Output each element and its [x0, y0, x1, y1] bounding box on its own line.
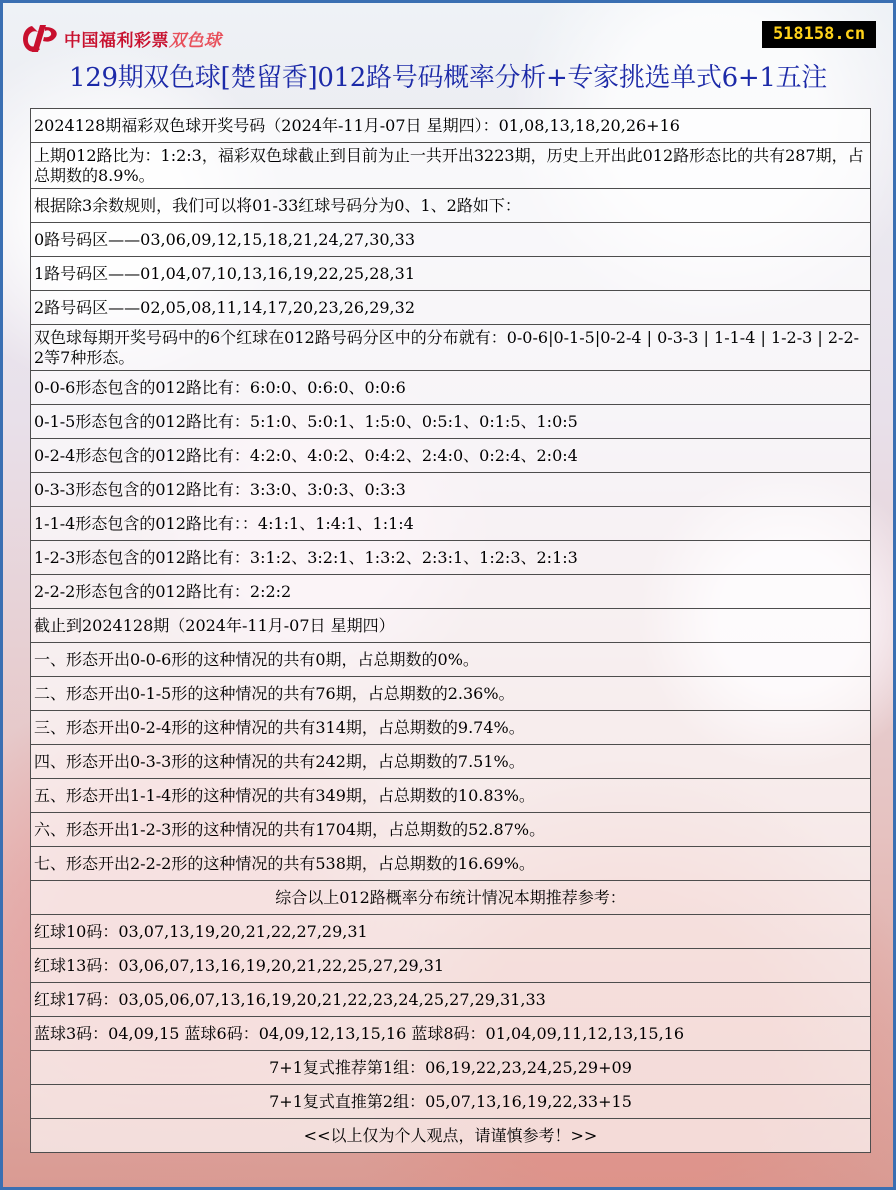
table-row — [31, 609, 871, 643]
table-cell: 双色球每期开奖号码中的6个红球在012路号码分区中的分布就有：0-0-6|0-1-5|0-2-4 | 0-3-3 | 1-1-4 | 1-2-3 | 2-2-2等7种形态。 — [31, 325, 871, 371]
table-row — [31, 847, 871, 881]
table-cell: 截止到2024128期（2024年-11月-07日 星期四） — [31, 609, 871, 643]
table-row — [31, 1085, 871, 1119]
table-cell: <<以上仅为个人观点，请谨慎参考！>> — [31, 1119, 871, 1153]
table-cell: 红球10码：03,07,13,19,20,21,22,27,29,31 — [31, 915, 871, 949]
table-row — [31, 779, 871, 813]
lottery-logo-text: 中国福利彩票双色球 — [64, 30, 222, 51]
table-row — [31, 915, 871, 949]
table-cell: 七、形态开出2-2-2形的这种情况的共有538期，占总期数的16.69%。 — [31, 847, 871, 881]
table-cell: 0路号码区——03,06,09,12,15,18,21,24,27,30,33 — [31, 223, 871, 257]
table-row — [31, 1017, 871, 1051]
table-row — [31, 257, 871, 291]
table-cell: 一、形态开出0-0-6形的这种情况的共有0期，占总期数的0%。 — [31, 643, 871, 677]
table-cell: 0-0-6形态包含的012路比有：6:0:0、0:6:0、0:0:6 — [31, 371, 871, 405]
table-cell: 红球13码：03,06,07,13,16,19,20,21,22,25,27,29,31 — [31, 949, 871, 983]
table-row — [31, 1119, 871, 1153]
table-cell: 7+1复式直推第2组：05,07,13,16,19,22,33+15 — [31, 1085, 871, 1119]
table-cell: 上期012路比为：1:2:3，福彩双色球截止到目前为止一共开出3223期，历史上开出此012路形态比的共有287期，占总期数的8.9%。 — [31, 143, 871, 189]
table-row — [31, 643, 871, 677]
table-cell: 六、形态开出1-2-3形的这种情况的共有1704期，占总期数的52.87%。 — [31, 813, 871, 847]
table-row — [31, 143, 871, 189]
table-row — [31, 813, 871, 847]
table-cell: 蓝球3码：04,09,15 蓝球6码：04,09,12,13,15,16 蓝球8码：01,04,09,11,12,13,15,16 — [31, 1017, 871, 1051]
table-row — [31, 1051, 871, 1085]
table-row — [31, 949, 871, 983]
table-cell: 三、形态开出0-2-4形的这种情况的共有314期，占总期数的9.74%。 — [31, 711, 871, 745]
table-cell: 2-2-2形态包含的012路比有：2:2:2 — [31, 575, 871, 609]
table-row — [31, 745, 871, 779]
table-row — [31, 677, 871, 711]
table-cell: 1路号码区——01,04,07,10,13,16,19,22,25,28,31 — [31, 257, 871, 291]
site-badge: 518158.cn — [762, 21, 876, 48]
table-row — [31, 473, 871, 507]
table-cell: 7+1复式推荐第1组：06,19,22,23,24,25,29+09 — [31, 1051, 871, 1085]
table-cell: 2024128期福彩双色球开奖号码（2024年-11月-07日 星期四）：01,08,13,18,20,26+16 — [31, 109, 871, 143]
table-row — [31, 541, 871, 575]
table-cell: 红球17码：03,05,06,07,13,16,19,20,21,22,23,24,25,27,29,31,33 — [31, 983, 871, 1017]
table-row — [31, 325, 871, 371]
table-row — [31, 371, 871, 405]
table-row — [31, 189, 871, 223]
table-cell: 1-1-4形态包含的012路比有：：4:1:1、1:4:1、1:1:4 — [31, 507, 871, 541]
table-cell: 综合以上012路概率分布统计情况本期推荐参考： — [31, 881, 871, 915]
lottery-logo-icon — [18, 22, 60, 54]
table-row — [31, 983, 871, 1017]
table-cell: 二、形态开出0-1-5形的这种情况的共有76期，占总期数的2.36%。 — [31, 677, 871, 711]
table-row — [31, 575, 871, 609]
lottery-logo — [18, 22, 222, 54]
table-row — [31, 109, 871, 143]
table-row — [31, 291, 871, 325]
table-row — [31, 405, 871, 439]
table-row — [31, 439, 871, 473]
table-cell: 五、形态开出1-1-4形的这种情况的共有349期，占总期数的10.83%。 — [31, 779, 871, 813]
page-title: 129期双色球[楚留香]012路号码概率分析+专家挑选单式6+1五注 — [69, 63, 827, 93]
table-cell: 0-3-3形态包含的012路比有：3:3:0、3:0:3、0:3:3 — [31, 473, 871, 507]
table-cell: 0-1-5形态包含的012路比有：5:1:0、5:0:1、1:5:0、0:5:1、0:1:5、1:0:5 — [31, 405, 871, 439]
table-row — [31, 711, 871, 745]
table-row — [31, 881, 871, 915]
table-cell: 根据除3余数规则，我们可以将01-33红球号码分为0、1、2路如下： — [31, 189, 871, 223]
table-cell: 四、形态开出0-3-3形的这种情况的共有242期，占总期数的7.51%。 — [31, 745, 871, 779]
table-cell: 2路号码区——02,05,08,11,14,17,20,23,26,29,32 — [31, 291, 871, 325]
table-row — [31, 507, 871, 541]
table-row — [31, 223, 871, 257]
table-cell: 1-2-3形态包含的012路比有：3:1:2、3:2:1、1:3:2、2:3:1、1:2:3、2:1:3 — [31, 541, 871, 575]
analysis-table — [30, 108, 871, 1153]
table-cell: 0-2-4形态包含的012路比有：4:2:0、4:0:2、0:4:2、2:4:0、0:2:4、2:0:4 — [31, 439, 871, 473]
